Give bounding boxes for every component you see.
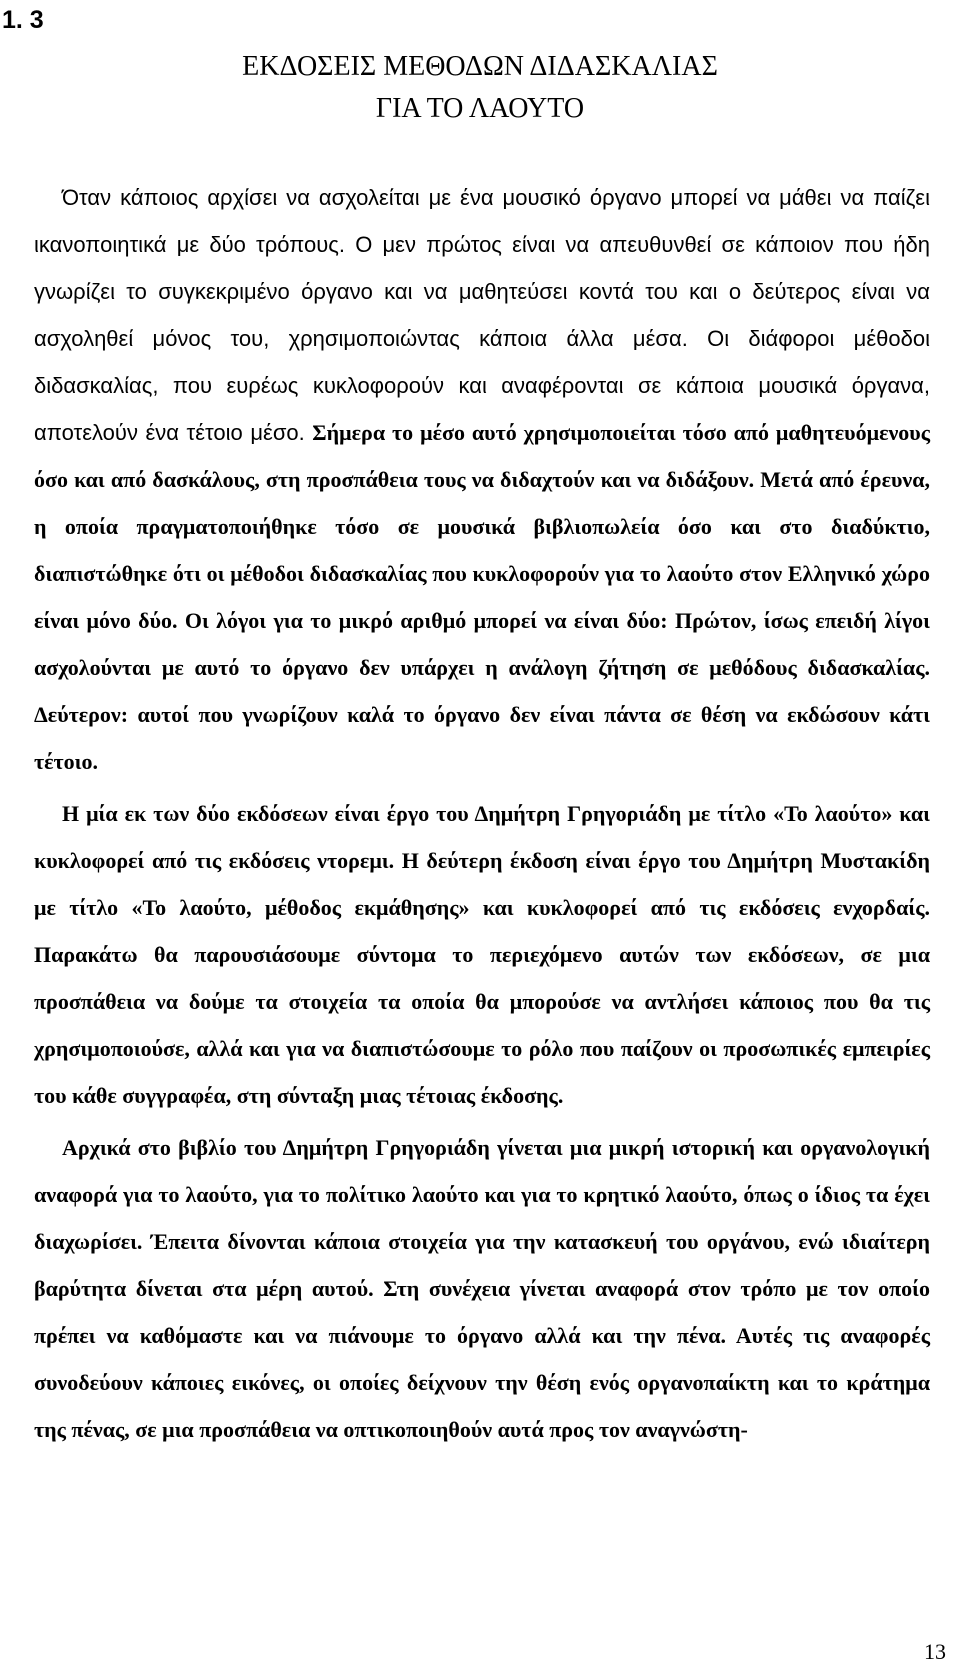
page-title bbox=[0, 46, 960, 130]
paragraph-1-middle: Ο μεν πρώτος είναι να απευθυνθεί σε κάποιον που ήδη γνωρίζει το συγκεκριμένο όργανο και να μαθητεύσει κοντά του και ο δεύτερος είναι να ασχοληθεί μόνος του, χρησιμοποιώντας κάποια άλλα μέσα. Οι διάφοροι μέθοδοι διδασκαλίας, που ευρέως κυκλοφορούν και αναφέρονται σε κάποια μουσικά όργανα, αποτελούν ένα τέτοιο μέσο. bbox=[34, 232, 930, 445]
title-line-1: ΕΚΔΟΣΕΙΣ ΜΕΘΟΔΩΝ ΔΙΔΑΣΚΑΛΙΑΣ bbox=[242, 51, 718, 82]
section-number: 1. 3 bbox=[2, 6, 44, 34]
paragraph-2: Η μία εκ των δύο εκδόσεων είναι έργο του Δημήτρη Γρηγοριάδη με τίτλο «Το λαούτο» και κυκλοφορεί από τις εκδόσεις ντορεμι. Η δεύτερη έκδοση είναι έργο του Δημήτρη Μυστακίδη με τίτλο «Το λαούτο, μέθοδος εκμάθησης» και κυκλοφορεί από τις εκδόσεις ενχορδαίς. Παρακάτω θα παρουσιάσουμε σύντομα το περιεχόμενο αυτών των εκδόσεων, σε μια προσπάθεια να δούμε τα στοιχεία τα οποία θα μπορούσε να αντλήσει κάποιος που θα τις χρησιμοποιούσε, αλλά και για να διαπιστώσουμε το ρόλο που παίζουν οι προσωπικές εμπειρίες του κάθε συγγραφέα, στη σύνταξη μιας τέτοιας έκδοσης. bbox=[34, 801, 930, 1108]
paragraph-3: Αρχικά στο βιβλίο του Δημήτρη Γρηγοριάδη γίνεται μια μικρή ιστορική και οργανολογική αναφορά για το λαούτο, για το πολίτικο λαούτο και για το κρητικό λαούτο, όπως ο ίδιος τα έχει διαχωρίσει. Έπειτα δίνονται κάποια στοιχεία για την κατασκευή του οργάνου, ενώ ιδιαίτερη βαρύτητα δίνεται στα μέρη αυτού. Στη συνέχεια γίνεται αναφορά στον τρόπο με τον οποίο πρέπει να καθόμαστε και να πιάνουμε το όργανο αλλά και την πένα. Αυτές τις αναφορές συνοδεύουν κάποιες εικόνες, οι οποίες δείχνουν την θέση ενός οργανοπαίκτη και το κράτημα της πένας, σε μια προσπάθεια να οπτικοποιηθούν αυτά προς τον αναγνώστη- bbox=[34, 1135, 930, 1442]
paragraph-1-closing: Σήμερα το μέσο αυτό χρησιμοποιείται τόσο από μαθητευόμενους όσο και από δασκάλους, στη προσπάθεια τους να διδαχτούν και να διδάξουν. Μετά από έρευνα, η οποία πραγματοποιήθηκε τόσο σε μουσικά βιβλιοπωλεία όσο και στο διαδύκτιο, διαπιστώθηκε ότι οι μέθοδοι διδασκαλίας που κυκλοφορούν για το λαούτο στον Ελληνικό χώρο είναι μόνο δύο. Οι λόγοι για το μικρό αριθμό μπορεί να είναι δύο: Πρώτον, ίσως επειδή λίγοι ασχολούνται με αυτό το όργανο δεν υπάρχει η ανάλογη ζήτηση σε μεθόδους διδασκαλίας. Δεύτερον: αυτοί που γνωρίζουν καλά το όργανο δεν είναι πάντα σε θέση να εκδώσουν κάτι τέτοιο. bbox=[34, 420, 930, 774]
paragraph-1 bbox=[34, 174, 930, 785]
paragraph-1-opening: Όταν κάποιος αρχίσει να ασχολείται με ένα μουσικό όργανο μπορεί να μάθει να παίζει ικανοποιητικά με δύο τρόπους. bbox=[34, 185, 930, 257]
page-number: 13 bbox=[924, 1639, 946, 1664]
body-text bbox=[34, 174, 930, 1453]
title-line-2: ΓΙΑ ΤΟ ΛΑΟΥΤΟ bbox=[375, 93, 585, 124]
